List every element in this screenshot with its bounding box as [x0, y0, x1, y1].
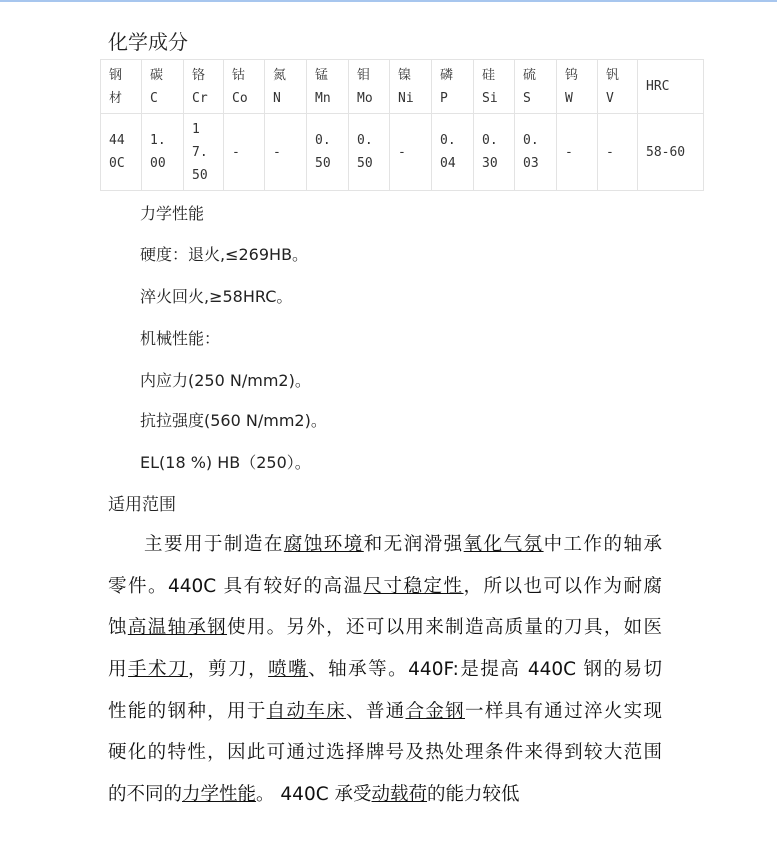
cell-text: 硅 — [482, 67, 496, 83]
value-cell — [184, 114, 224, 191]
cell-text: N — [273, 90, 281, 106]
paragraph-text: 蚀 — [108, 617, 128, 639]
cell-text: HRC — [646, 79, 670, 94]
cell-text: 1. — [150, 133, 166, 148]
term-link[interactable]: 高温轴承钢 — [127, 617, 228, 639]
header-cell — [390, 60, 432, 114]
cell-text: 50 — [357, 156, 373, 171]
cell-text: 7. — [192, 144, 208, 160]
paragraph-text: 使用。另外，还可以用来制造高质量的刀具，如医 — [227, 617, 662, 639]
property-line: 力学性能 — [140, 204, 205, 223]
paragraph-text: 、普通 — [345, 700, 406, 722]
usage-paragraph — [108, 530, 662, 822]
paragraph-line — [108, 655, 662, 697]
cell-text: 44 — [109, 133, 125, 148]
paragraph-text: 的能力较低 — [427, 784, 520, 806]
value-cell — [638, 114, 704, 191]
property-line: 机械性能： — [140, 329, 221, 348]
value-cell — [474, 114, 515, 191]
paragraph-text: 性能的钢种，用于 — [108, 700, 267, 722]
value-cell — [307, 114, 349, 191]
cell-text: Cr — [192, 90, 208, 106]
cell-text: Co — [232, 90, 248, 106]
cell-text: 0. — [357, 133, 373, 148]
cell-text: 铬 — [192, 67, 206, 83]
cell-text: 材 — [109, 90, 123, 106]
paragraph-text: 用 — [108, 659, 129, 681]
usage-heading: 适用范围 — [108, 495, 176, 515]
header-cell — [184, 60, 224, 114]
paragraph-line — [108, 530, 662, 572]
paragraph-line — [108, 572, 662, 614]
cell-text: 00 — [150, 156, 166, 171]
value-cell — [390, 114, 432, 191]
paragraph-line — [108, 738, 662, 780]
property-line: 内应力(250 N/mm2)。 — [140, 371, 311, 390]
cell-text: 钨 — [565, 67, 579, 83]
property-line: 硬度：退火,≤269HB。 — [140, 245, 309, 264]
paragraph-line — [108, 697, 662, 739]
term-link[interactable]: 喷嘴 — [268, 659, 309, 681]
cell-text: 0C — [109, 156, 125, 171]
value-cell — [224, 114, 265, 191]
term-link[interactable]: 合金钢 — [405, 700, 465, 722]
cell-text: 03 — [523, 156, 539, 171]
header-cell — [307, 60, 349, 114]
cell-text: P — [440, 90, 448, 106]
cell-text: Ni — [398, 90, 414, 106]
term-link[interactable]: 尺寸稳定性 — [363, 575, 464, 597]
cell-text: 磷 — [440, 67, 454, 83]
paragraph-text: 。 440C 承受 — [256, 784, 372, 806]
term-link[interactable]: 自动车床 — [266, 700, 346, 722]
value-cell — [432, 114, 474, 191]
paragraph-line — [108, 613, 662, 655]
cell-text: Si — [482, 90, 498, 106]
header-cell — [638, 60, 704, 114]
cell-text: 钢 — [109, 67, 123, 83]
property-line: 抗拉强度(560 N/mm2)。 — [140, 411, 327, 430]
cell-text: Mo — [357, 90, 373, 106]
value-cell — [557, 114, 598, 191]
cell-text: 0. — [523, 133, 539, 148]
header-cell — [349, 60, 390, 114]
term-link[interactable]: 手术刀 — [128, 659, 189, 681]
cell-text: S — [523, 90, 531, 106]
cell-text: 58-60 — [646, 144, 686, 160]
cell-text: 钴 — [232, 67, 246, 83]
cell-text: 锰 — [315, 67, 329, 83]
term-link[interactable]: 动载荷 — [371, 784, 428, 806]
cell-text: - — [398, 144, 406, 160]
cell-text: 50 — [192, 167, 208, 183]
header-cell — [515, 60, 557, 114]
cell-text: Mn — [315, 90, 331, 106]
value-cell — [598, 114, 638, 191]
header-cell — [474, 60, 515, 114]
paragraph-text: ，所以也可以作为耐腐 — [463, 575, 662, 597]
cell-text: 0. — [440, 133, 456, 148]
cell-text: 04 — [440, 156, 456, 171]
cell-text: - — [273, 144, 281, 160]
cell-text: - — [606, 144, 614, 160]
value-cell — [142, 114, 184, 191]
composition-table — [100, 59, 704, 191]
value-cell — [265, 114, 307, 191]
cell-text: 0. — [482, 133, 498, 148]
cell-text: 碳 — [150, 67, 164, 83]
cell-text: V — [606, 90, 614, 106]
header-cell — [224, 60, 265, 114]
cell-text: 钼 — [357, 67, 371, 83]
paragraph-text: 中工作的轴承 — [543, 534, 662, 555]
cell-text: 1 — [192, 121, 200, 137]
table-row — [101, 114, 704, 191]
term-link[interactable]: 腐蚀环境 — [283, 534, 364, 555]
value-cell — [515, 114, 557, 191]
paragraph-text: 和无润滑强 — [363, 534, 464, 555]
paragraph-text: 的不同的 — [108, 784, 183, 806]
cell-text: - — [565, 144, 573, 160]
property-line: 淬火回火,≥58HRC。 — [140, 287, 293, 306]
header-cell — [101, 60, 142, 114]
paragraph-text: 硬化的特性，因此可通过选择牌号及热处理条件来得到较大范围 — [108, 742, 662, 764]
header-cell — [265, 60, 307, 114]
cell-text: 氮 — [273, 67, 287, 83]
term-link[interactable]: 氧化气氛 — [463, 534, 544, 555]
cell-text: W — [565, 90, 573, 106]
value-cell — [101, 114, 142, 191]
table-header-row — [101, 60, 704, 114]
top-border — [0, 0, 777, 2]
paragraph-text: 一样具有通过淬火实现 — [464, 700, 662, 722]
cell-text: 50 — [315, 156, 331, 171]
paragraph-text: ，剪刀， — [188, 659, 269, 681]
cell-text: - — [232, 144, 240, 160]
cell-text: C — [150, 90, 158, 106]
paragraph-text: 主要用于制造在 — [144, 534, 284, 555]
cell-text: 钒 — [606, 67, 620, 83]
header-cell — [142, 60, 184, 114]
property-line: EL(18 %) HB（250）。 — [140, 453, 311, 472]
paragraph-text: 、轴承等。440F:是提高 440C 钢的易切 — [308, 659, 662, 681]
paragraph-line — [108, 780, 662, 822]
paragraph-text: 零件。440C 具有较好的高温 — [108, 575, 364, 597]
header-cell — [598, 60, 638, 114]
cell-text: 镍 — [398, 67, 412, 83]
value-cell — [349, 114, 390, 191]
header-cell — [432, 60, 474, 114]
chemical-composition-heading: 化学成分 — [108, 30, 188, 54]
cell-text: 30 — [482, 156, 498, 171]
term-link[interactable]: 力学性能 — [182, 784, 257, 806]
header-cell — [557, 60, 598, 114]
cell-text: 0. — [315, 133, 331, 148]
cell-text: 硫 — [523, 67, 537, 83]
